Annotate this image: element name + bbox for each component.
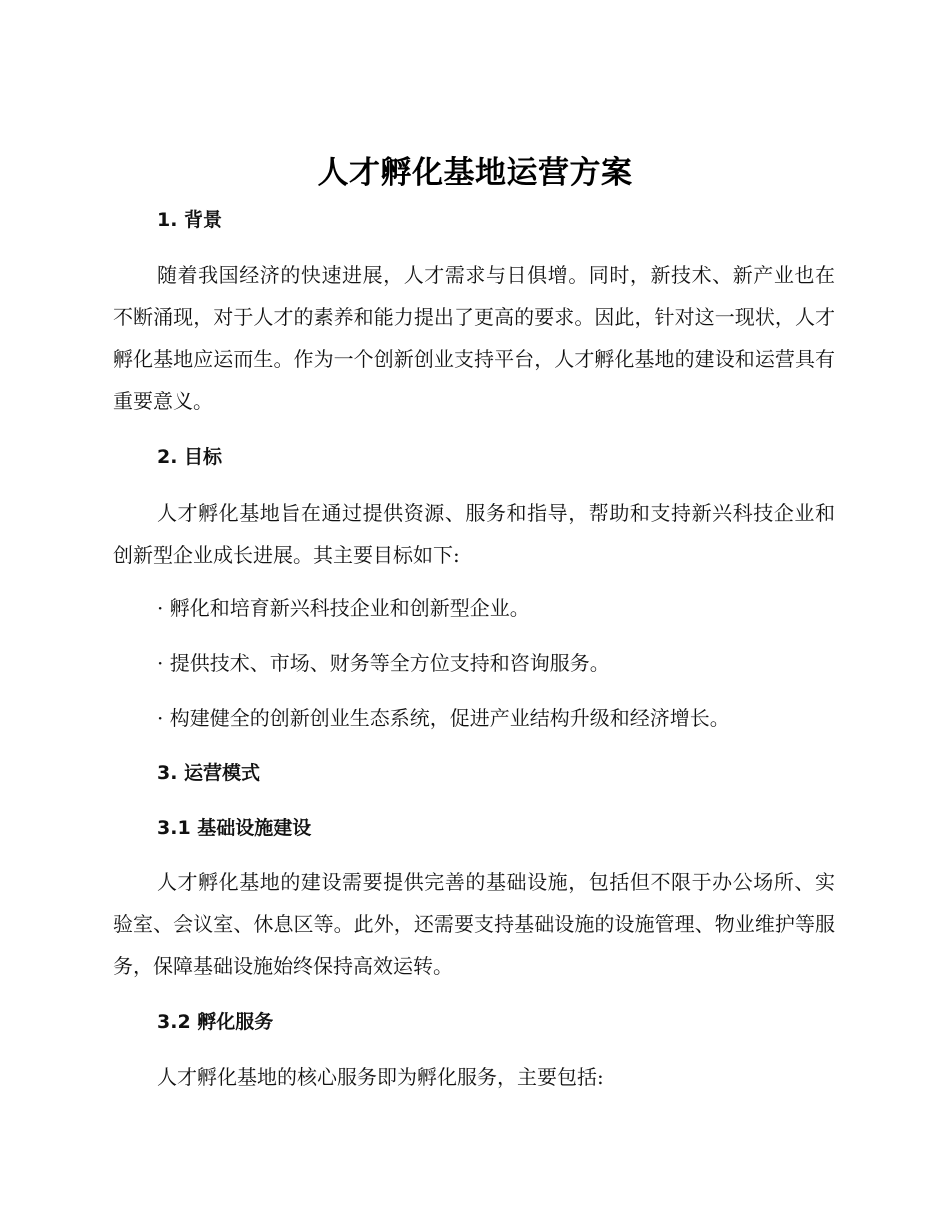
infrastructure-paragraph: 人才孵化基地的建设需要提供完善的基础设施，包括但不限于办公场所、实验室、会议室、休息区等。此外，还需要支持基础设施的设施管理、物业维护等服务，保障基础设施始终保持高效运转。 [113,870,835,978]
section-heading-operation: 3. 运营模式 [157,762,261,784]
incubation-paragraph: 人才孵化基地的核心服务即为孵化服务，主要包括: [157,1065,604,1089]
subsection-heading-infrastructure: 3.1 基础设施建设 [157,817,312,839]
section-heading-goal: 2. 目标 [157,446,223,468]
document-title: 人才孵化基地运营方案 [317,155,633,191]
subsection-heading-incubation: 3.2 孵化服务 [157,1011,274,1033]
section-heading-background: 1. 背景 [157,209,223,231]
goal-bullet-1: · 孵化和培育新兴科技企业和创新型企业。 [157,596,530,620]
goal-bullet-2: · 提供技术、市场、财务等全方位支持和咨询服务。 [157,651,610,675]
goal-bullet-3: · 构建健全的创新创业生态系统，促进产业结构升级和经济增长。 [157,706,730,730]
background-paragraph: 随着我国经济的快速进展，人才需求与日俱增。同时，新技术、新产业也在不断涌现，对于人才的素养和能力提出了更高的要求。因此，针对这一现状，人才孵化基地应运而生。作为一个创新创业支持平台，人才孵化基地的建设和运营具有重要意义。 [113,263,835,413]
goal-paragraph: 人才孵化基地旨在通过提供资源、服务和指导，帮助和支持新兴科技企业和创新型企业成长进展。其主要目标如下: [113,501,835,567]
